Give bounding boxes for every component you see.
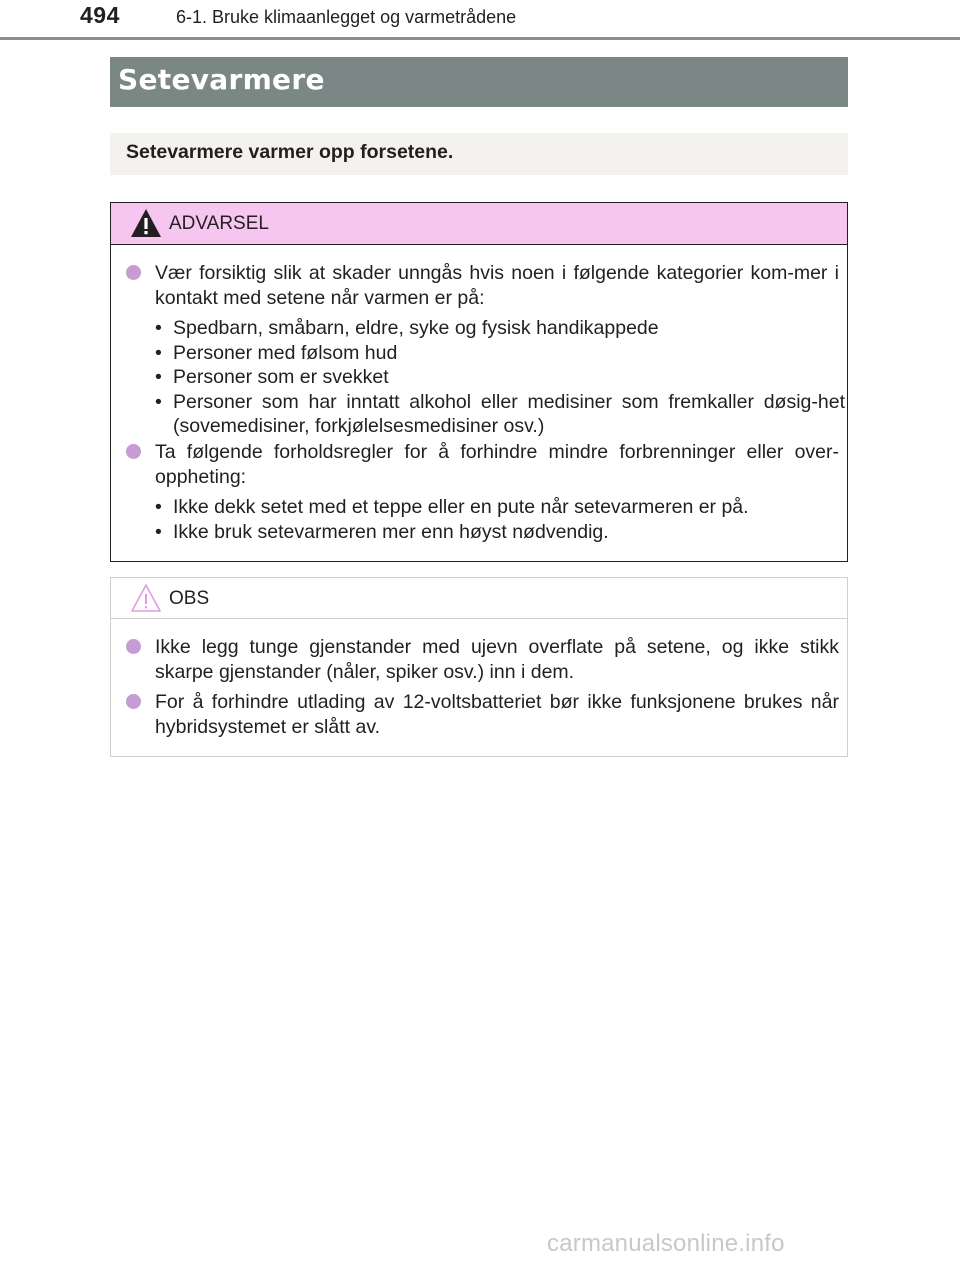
list-item: • Ikke dekk setet med et teppe eller en pute når setevarmeren er på.	[155, 496, 749, 518]
warning-box	[110, 202, 848, 562]
intro-box	[110, 133, 848, 175]
list-item: • Personer som er svekket	[155, 366, 389, 388]
list-item: • Spedbarn, småbarn, eldre, syke og fysisk handikappede	[155, 317, 659, 339]
section-banner	[110, 57, 848, 107]
warning-item	[125, 440, 839, 489]
notice-item	[125, 635, 839, 684]
list-item: • Personer med følsom hud	[155, 341, 398, 364]
watermark: carmanualsonline.info	[547, 1230, 785, 1257]
notice-item	[125, 690, 839, 739]
notice-label: OBS	[169, 588, 210, 609]
header-divider	[0, 37, 960, 40]
warning-header	[111, 203, 847, 245]
page-header	[0, 0, 960, 42]
caution-triangle-outline-icon	[129, 582, 163, 614]
list-item: • Personer som har inntatt alkohol eller medisiner som fremkaller døsig-het (sovemedisiner, forkjølelsesmedisiner osv.)	[155, 390, 845, 437]
list-item: • Ikke bruk setevarmeren mer enn høyst nødvendig.	[155, 520, 609, 543]
notice-box	[110, 577, 848, 757]
bullet-dot-icon	[126, 444, 141, 459]
chapter-title: 6-1. Bruke klimaanlegget og varmetrådene	[176, 7, 517, 27]
warning-bullet-list	[155, 316, 845, 439]
page-number: 494	[80, 2, 120, 28]
bullet-dot-icon	[126, 265, 141, 280]
intro-text: Setevarmere varmer opp forsetene.	[126, 141, 454, 163]
notice-header	[111, 578, 847, 619]
warning-item-text: Vær forsiktig slik at skader unngås hvis noen i følgende kategorier kom-mer i kontakt med setene når varmen er på:	[155, 262, 839, 309]
warning-bullet-list	[155, 495, 845, 544]
bullet-dot-icon	[126, 694, 141, 709]
warning-triangle-icon	[129, 207, 163, 239]
notice-item-text: For å forhindre utlading av 12-voltsbatteriet bør ikke funksjonene brukes når hybridsystemet er slått av.	[155, 691, 839, 738]
notice-item-text: Ikke legg tunge gjenstander med ujevn overflate på setene, og ikke stikk skarpe gjenstander (nåler, spiker osv.) inn i dem.	[155, 636, 839, 683]
warning-label: ADVARSEL	[169, 213, 269, 234]
section-title: Setevarmere	[118, 63, 325, 96]
warning-item	[125, 261, 839, 310]
bullet-dot-icon	[126, 639, 141, 654]
warning-item-text: Ta følgende forholdsregler for å forhindre mindre forbrenninger eller over-oppheting:	[155, 441, 839, 488]
